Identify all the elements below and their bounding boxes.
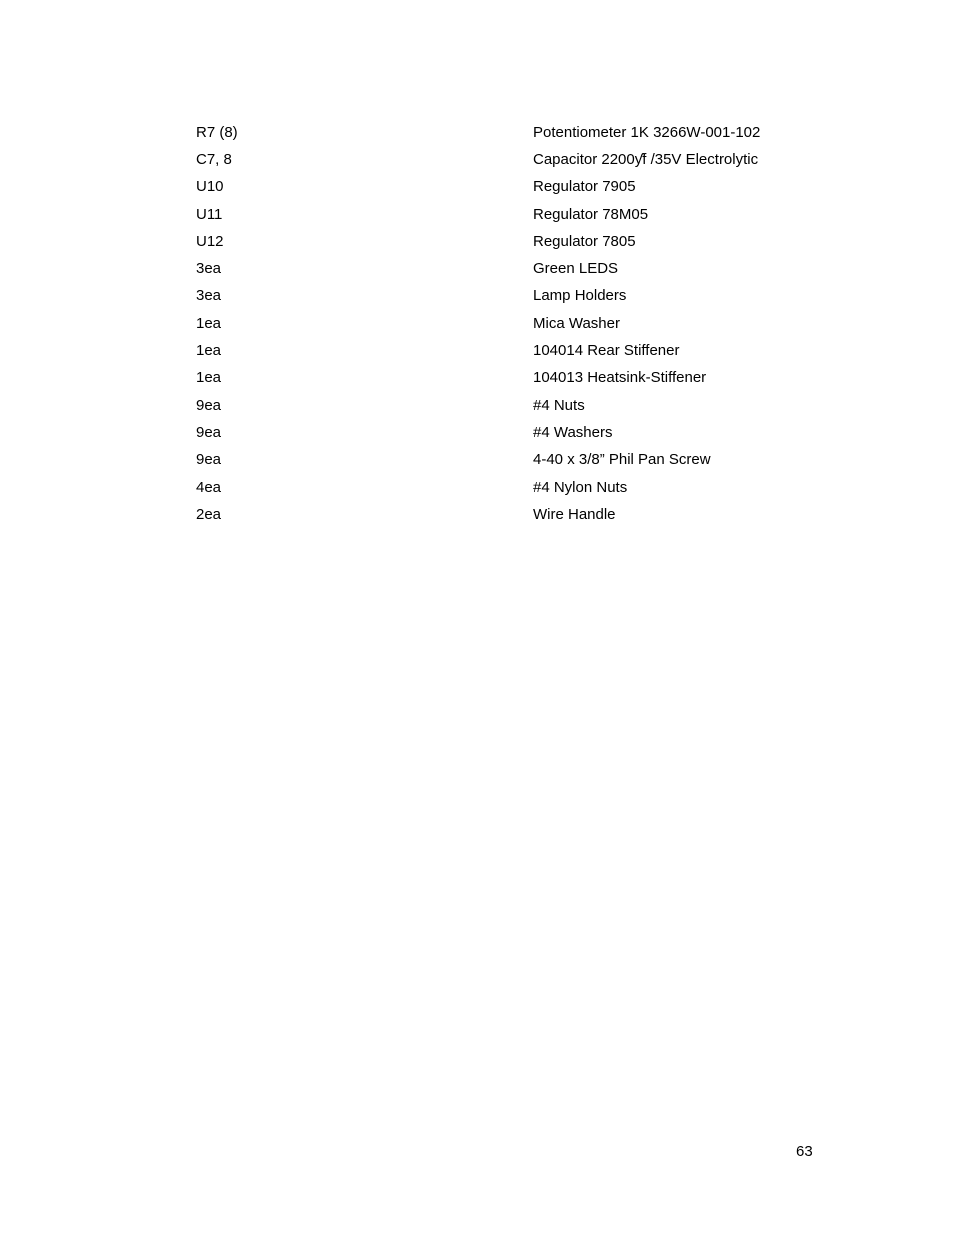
part-ref: U10 (196, 178, 224, 196)
part-description: Regulator 7905 (533, 178, 636, 196)
part-description: 4-40 x 3/8” Phil Pan Screw (533, 451, 711, 469)
part-ref: 9ea (196, 451, 222, 469)
part-ref: 9ea (196, 423, 222, 441)
part-description: Wire Handle (533, 505, 616, 523)
part-ref: 3ea (196, 260, 222, 278)
part-description: Regulator 7805 (533, 232, 636, 250)
part-ref: R7 (8) (196, 123, 238, 141)
page-number: 63 (796, 1143, 813, 1160)
part-row (196, 146, 816, 173)
part-row (196, 174, 816, 201)
part-description: #4 Nylon Nuts (533, 478, 628, 496)
part-description: Lamp Holders (533, 287, 627, 305)
part-row (196, 201, 816, 228)
part-row (196, 365, 816, 392)
part-row (196, 474, 816, 501)
part-row (196, 283, 816, 310)
part-description: Potentiometer 1K 3266W-001-102 (533, 123, 761, 141)
part-row (196, 255, 816, 282)
part-ref: C7, 8 (196, 150, 232, 168)
part-row (196, 119, 816, 146)
part-row (196, 447, 816, 474)
part-description: Capacitor 2200ƴf /35V Electrolytic (533, 150, 759, 168)
part-ref: 2ea (196, 505, 222, 523)
part-description: Mica Washer (533, 314, 620, 332)
part-description: Regulator 78M05 (533, 205, 649, 223)
part-row (196, 419, 816, 446)
part-ref: U12 (196, 232, 224, 250)
parts-list (196, 119, 816, 528)
part-description: #4 Washers (533, 423, 613, 441)
part-row (196, 337, 816, 364)
part-row (196, 501, 816, 528)
part-ref: 3ea (196, 287, 222, 305)
part-description: 104013 Heatsink-Stiffener (533, 369, 707, 387)
part-description: #4 Nuts (533, 396, 585, 414)
part-description: 104014 Rear Stiffener (533, 342, 680, 360)
part-description: Green LEDS (533, 260, 619, 278)
part-ref: U11 (196, 205, 223, 223)
part-ref: 4ea (196, 478, 222, 496)
part-ref: 9ea (196, 396, 222, 414)
part-row (196, 310, 816, 337)
part-ref: 1ea (196, 342, 222, 360)
part-row (196, 228, 816, 255)
part-ref: 1ea (196, 314, 222, 332)
part-ref: 1ea (196, 369, 222, 387)
part-row (196, 392, 816, 419)
